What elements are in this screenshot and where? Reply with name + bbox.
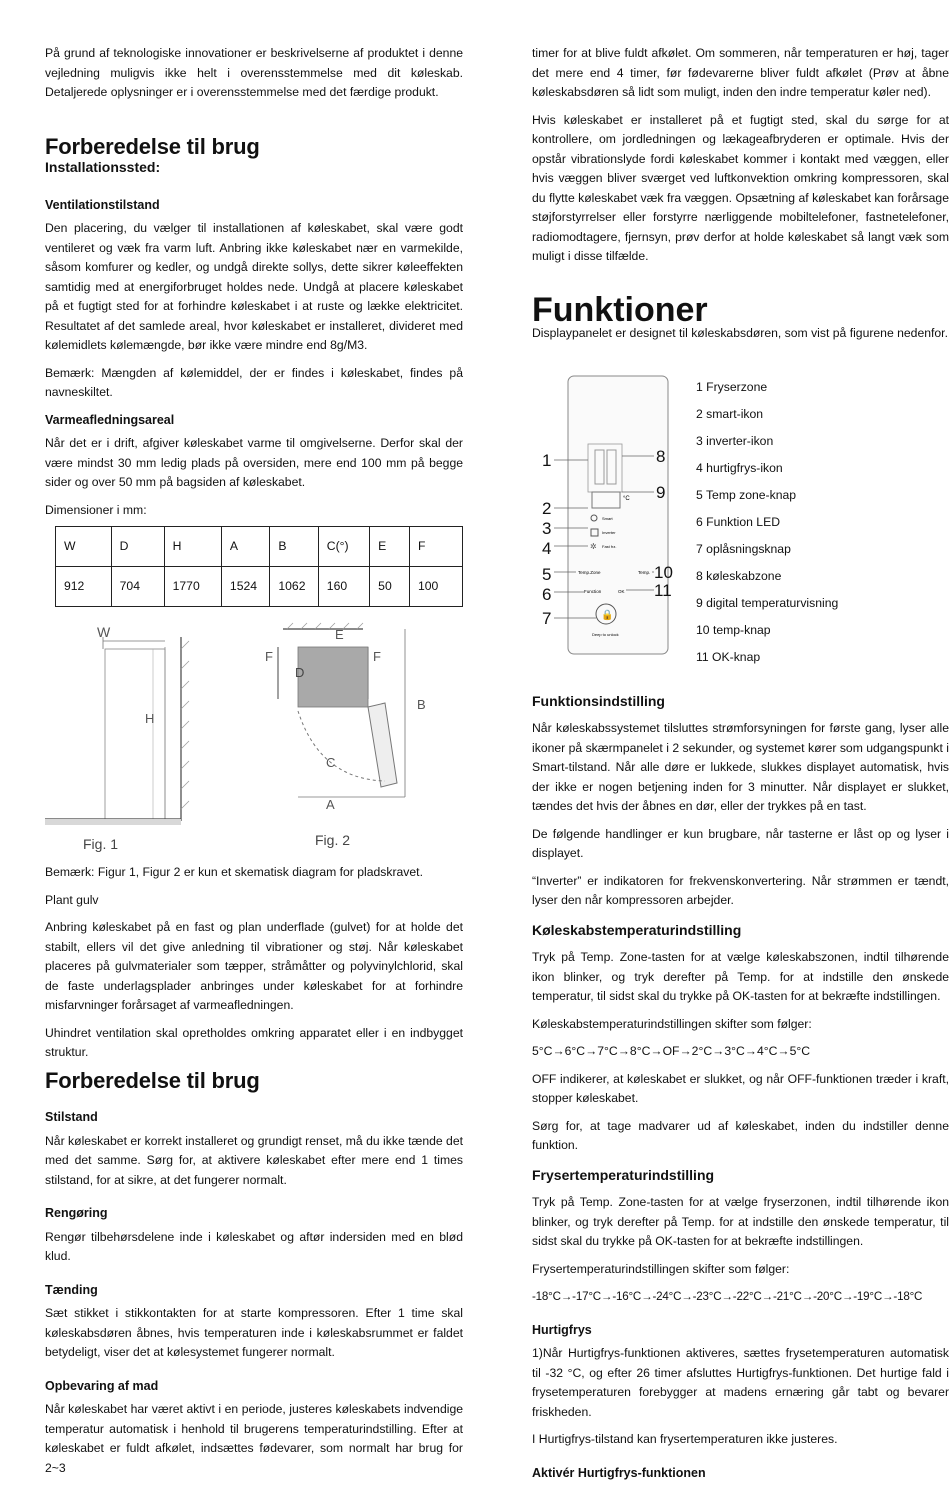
damp-location-paragraph: Hvis køleskabet er installeret på et fugtigt sted, skal du sørge for at kontrollere, om jordledningen og lækageafbryderen er optimale. Hvis der opstår vibrationslyde fordi køleskabet kommer i kontakt med væggen, eller hvis væggen bliver sværget ved luftkonvektion omkring kompressoren, skal du flytte køleskabet væk fra væggen. Opsætning af køleskabet kan forårsage støjforstyrrelser eller forstyrre nærliggende mobiltelefoner, fastnetelefoner, radiomodtagere, fjernsyn, prøv derfor at holde køleskabet så langt væk som muligt i disse tilfælde.	[532, 112, 949, 263]
fig2-caption: Fig. 2	[315, 832, 351, 848]
dim-header-w: W	[56, 527, 112, 567]
dimensions-value-row	[56, 567, 463, 607]
dimensions-header-row	[56, 527, 463, 567]
panel-num-7: 7	[542, 608, 552, 628]
panel-num-8: 8	[656, 446, 666, 466]
fig1-caption: Fig. 1	[83, 836, 119, 852]
quick-freeze-note: I Hurtigfrys-tilstand kan frysertemperaturen ikke justeres.	[532, 1432, 838, 1446]
state-paragraph: Når køleskabet er korrekt installeret og grundigt renset, må du ikke tænde det med det samme. Sørg for, at aktivere køleskabet efter mere end 1 times stilstand, for at sikre, at det fungerer normalt.	[45, 1133, 463, 1187]
legend-item: 7 oplåsningsknap	[696, 541, 791, 556]
cleaning-heading: Rengøring	[45, 1206, 108, 1220]
installation-heading: Installationssted:	[45, 159, 161, 175]
freezer-cycle: -18°C→-17°C→-16°C→-24°C→-23°C→-22°C→-21°C→-20°C→-19°C→-18°C	[532, 1290, 923, 1303]
dim-value-h: 1770	[164, 567, 221, 607]
dim-value-f: 100	[409, 567, 462, 607]
dim-value-c: 160	[318, 567, 369, 607]
fig2-a-label: A	[326, 797, 335, 812]
heat-paragraph: Når det er i drift, afgiver køleskabet varme til omgivelserne. Derfor skal der være mindst 30 mm ledig plads på oversiden, mere end 100 mm på begge sider og over 50 mm på bagsiden af køleskabet.	[45, 436, 463, 489]
panel-num-11: 11	[654, 580, 672, 600]
panel-legend-list	[696, 374, 838, 671]
function-setting-heading: Funktionsindstilling	[532, 692, 665, 709]
figure-2	[265, 623, 426, 848]
right-column	[532, 44, 949, 1487]
functions-title: Funktioner	[532, 290, 708, 329]
panel-label-temp: Temp.	[638, 569, 651, 575]
dim-value-b: 1062	[270, 567, 318, 607]
fig2-f-left-label: F	[265, 649, 273, 664]
fridge-cycle-label: Køleskabstemperaturindstillingen skifter som følger:	[532, 1016, 812, 1031]
fig1-h-label: H	[145, 711, 155, 726]
legend-item: 9 digital temperaturvisning	[696, 595, 839, 610]
installation-diagram	[45, 619, 463, 859]
panel-label-unlock: Deep to unlock	[592, 631, 619, 637]
ventilation-note: Uhindret ventilation skal opretholdes omkring apparatet eller i en indbygget struktur.	[45, 1025, 463, 1059]
dim-value-a: 1524	[221, 567, 269, 607]
svg-text:°C: °C	[623, 495, 630, 502]
ventilation-paragraph: Den placering, du vælger til installationen af køleskabet, skal være godt ventileret og væk fra varm luft. Anbring ikke køleskabet nær en varmekilde, såsom komfurer og kedler, og undgå direkte sollys, dette sikrer køleeffekten samtidig med at energiforbruget holdes nede. Undgå at placere køleskabet på et fugtigt sted for at forhindre køleskabet i at ruste og lække elektricitet. Resultatet af det samlede areal, hvor køleskabet er installeret, divideret med kølemidlets kølemængde, bør ikke være mindre end 8g/M3.	[45, 221, 463, 352]
dim-header-b: B	[270, 527, 318, 567]
dim-header-e: E	[370, 527, 410, 567]
figure-1	[45, 624, 189, 852]
installation-figures	[45, 619, 463, 859]
function-setting-paragraph: Når køleskabssystemet tilsluttes strømforsyningen for første gang, lyser alle ikoner på skærmpanelet i 2 sekunder, og systemet kører som udgangspunkt i Smart-tilstand. Når alle døre er lukkede, slukkes displayet automatisk, hvis der ikke er nogen betjening inden for 3 minutter. Når displayet er slukket, tændes det hvis der åbnes en dør, eller der trykkes på en tast.	[532, 721, 949, 813]
ignition-heading: Tænding	[45, 1282, 98, 1297]
fig1-w-label: W	[97, 624, 111, 640]
floor-paragraph: Anbring køleskabet på en fast og plan underflade (gulvet) for at holde det stabilt, ellers vil det give anledning til vibrationer og støj. Når køleskabet placeres på gulvmaterialer som tæpper, stråmåtter og polyvinylchlorid, skal de faste underlagsplader anbringes under køleskabet for at forhindre misfarvninger forårsaget af varmeafledningen.	[45, 920, 463, 1012]
panel-label-temp-zone: Temp.Zone	[578, 569, 601, 575]
freezer-temp-paragraph: Tryk på Temp. Zone-tasten for at vælge fryserzonen, indtil tilhørende ikon blinker, og tryk derefter på Temp. for at indstille den ønskede temperatur, til sidst skal du trykke på OK-tasten for at bekræfte indstillingen.	[532, 1195, 949, 1248]
legend-item: 6 Funktion LED	[696, 514, 781, 529]
panel-num-3: 3	[542, 518, 552, 538]
dim-header-a: A	[221, 527, 269, 567]
dim-value-d: 704	[111, 567, 164, 607]
fridge-cycle: 5°C→6°C→7°C→8°C→OF→2°C→3°C→4°C→5°C	[532, 1044, 811, 1058]
fig2-c-label: C	[326, 755, 336, 770]
handlings-paragraph: De følgende handlinger er kun brugbare, når tasterne er låst op og lyser i displayet.	[532, 826, 949, 860]
panel-num-4: 4	[542, 538, 552, 558]
activate-quick-freeze-heading: Aktivér Hurtigfrys-funktionen	[532, 1465, 706, 1480]
off-paragraph: OFF indikerer, at køleskabet er slukket, og når OFF-funktionen træder i kraft, stopper køleskabet.	[532, 1071, 949, 1105]
legend-item: 5 Temp zone-knap	[696, 487, 797, 502]
dim-header-c: C(°)	[318, 527, 369, 567]
panel-label-fast-freeze: Fast frz.	[602, 543, 617, 549]
cleaning-paragraph: Rengør tilbehørsdelene inde i køleskabet og aftør indersiden med en blød klud.	[45, 1229, 463, 1263]
section-title-preparation-2: Forberedelse til brug	[45, 1067, 260, 1093]
dim-header-f: F	[409, 527, 462, 567]
panel-num-5: 5	[542, 564, 552, 584]
legend-item: 10 temp-knap	[696, 622, 771, 637]
dim-value-w: 912	[56, 567, 112, 607]
panel-num-2: 2	[542, 498, 552, 518]
left-column	[45, 44, 463, 1486]
fridge-temp-paragraph: Tryk på Temp. Zone-tasten for at vælge køleskabszonen, indtil tilhørende ikon blinker, og tryk derefter på Temp. for at indstille den ønskede temperatur, til sidst skal du trykke på OK-tasten for at bekræfte indstillingen.	[532, 950, 949, 1003]
inverter-paragraph: “Inverter” er indikatoren for frekvenskonvertering. Når strømmen er tændt, lyser den når kompressoren arbejder.	[532, 873, 949, 907]
display-panel-diagram	[532, 374, 692, 674]
dimensions-table	[55, 526, 463, 607]
panel-label-function: Function	[584, 588, 602, 594]
section-title-preparation: Forberedelse til brug	[45, 133, 260, 159]
freezer-cycle-label: Frysertemperaturindstillingen skifter som følger:	[532, 1261, 790, 1276]
dim-header-d: D	[111, 527, 164, 567]
fig2-d-label: D	[295, 665, 305, 680]
legend-item: 4 hurtigfrys-ikon	[696, 460, 783, 475]
legend-item: 11 OK-knap	[696, 649, 761, 664]
ignition-paragraph: Sæt stikket i stikkontakten for at starte kompressoren. Efter 1 time skal køleskabsdøren åbnes, hvis temperaturen inde i køleskabsrummet er faldet betydeligt, viser det at kølesystemet fungerer normalt.	[45, 1306, 463, 1359]
panel-label-inverter: Inverter	[602, 529, 616, 535]
panel-label-ok: OK	[618, 588, 625, 594]
panel-num-10: 10	[654, 562, 673, 582]
floor-heading: Plant gulv	[45, 892, 99, 907]
intro-paragraph: På grund af teknologiske innovationer er beskrivelserne af produktet i denne vejledning muligvis ikke helt i overensstemmelse med dit køleskab. Detaljerede oplysninger er i overensstemmelse med det færdige produkt.	[45, 46, 463, 99]
fig2-b-label: B	[417, 697, 426, 712]
heat-heading: Varmeafledningsareal	[45, 412, 175, 427]
functions-intro: Displaypanelet er designet til køleskabsdøren, som vist på figurene nedenfor.	[532, 326, 948, 340]
fig2-f-right-label: F	[373, 649, 381, 664]
panel-num-9: 9	[656, 482, 666, 502]
dim-value-e: 50	[370, 567, 410, 607]
display-panel-figure	[532, 374, 949, 674]
freezer-temp-heading: Frysertemperaturindstilling	[532, 1166, 715, 1183]
storage-paragraph: Når køleskabet har været aktivt i en periode, justeres køleskabets indvendige temperatur automatisk i henhold til brugerens temperaturindstilling. Efter at køleskabet er fuldt afkølet, indsættes fødevarer, som normalt har brug for 2~3	[45, 1402, 463, 1475]
caution-paragraph: Sørg for, at tage madvarer ud af køleskabet, inden du indstiller denne funktion.	[532, 1118, 949, 1152]
state-heading: Stilstand	[45, 1110, 98, 1124]
svg-text:🔒: 🔒	[601, 609, 614, 621]
fig2-e-label: E	[335, 627, 344, 642]
refrigerant-note: Bemærk: Mængden af kølemiddel, der er findes i køleskabet, findes på navneskiltet.	[45, 365, 463, 399]
svg-text:✲: ✲	[590, 541, 597, 551]
continued-paragraph: timer for at blive fuldt afkølet. Om sommeren, når temperaturen er høj, tager det mere end 4 timer, før fødevarerne bliver fuldt afkølet (Prøv at åbne køleskabsdøren så lidt som muligt, inden den indre temperatur køler ned).	[532, 46, 949, 99]
legend-item: 3 inverter-ikon	[696, 433, 774, 448]
legend-item: 1 Fryserzone	[696, 379, 768, 394]
panel-num-6: 6	[542, 584, 552, 604]
storage-heading: Opbevaring af mad	[45, 1378, 159, 1393]
panel-label-smart: Smart	[602, 515, 613, 521]
ventilation-heading: Ventilationstilstand	[45, 197, 160, 212]
dimensions-label: Dimensioner i mm:	[45, 502, 147, 517]
dim-header-h: H	[164, 527, 221, 567]
legend-item: 8 køleskabzone	[696, 568, 782, 583]
figures-note: Bemærk: Figur 1, Figur 2 er kun et skematisk diagram for pladskravet.	[45, 865, 423, 879]
fridge-temp-heading: Køleskabstemperaturindstilling	[532, 921, 742, 938]
quick-freeze-paragraph: 1)Når Hurtigfrys-funktionen aktiveres, sættes frysetemperaturen automatisk til -32 °C, og efter 26 timer afsluttes Hurtigfrys-funktionen. Det hurtige fald i frysetemperaturen forebygger at madens ernæring går tabt og bevarer friskheden.	[532, 1346, 949, 1419]
panel-num-1: 1	[542, 450, 552, 470]
quick-freeze-heading: Hurtigfrys	[532, 1322, 592, 1337]
legend-item: 2 smart-ikon	[696, 406, 764, 421]
